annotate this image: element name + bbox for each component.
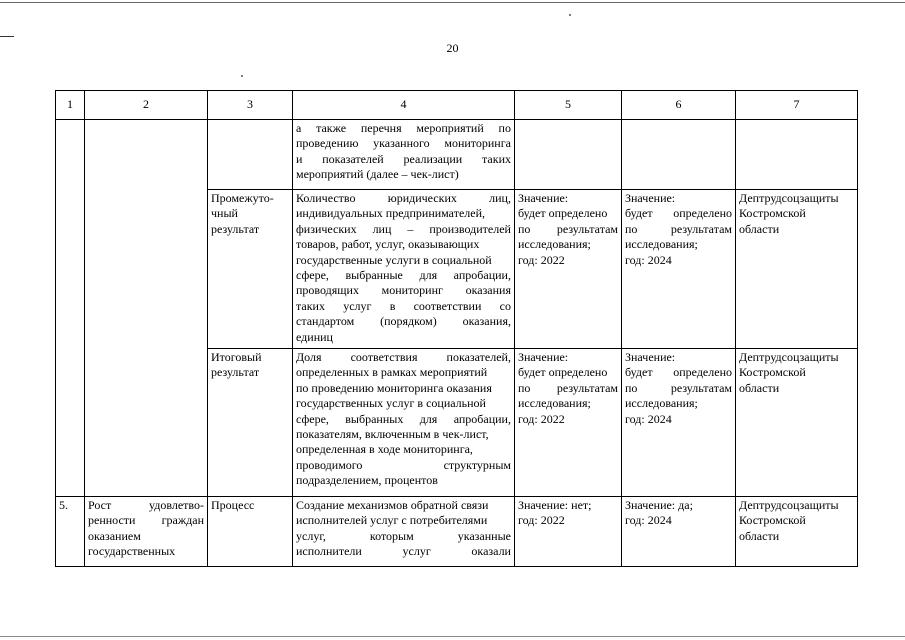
table-row: [56, 497, 858, 567]
cell-result-type: [208, 349, 293, 497]
cell-target-value: [622, 120, 736, 190]
cell-result-type: [208, 190, 293, 349]
cell-target-value: [622, 497, 736, 567]
table-row: [56, 120, 858, 190]
cell-line: физических лиц – производителей: [296, 221, 511, 236]
cell-line: год: 2022: [518, 513, 565, 528]
cell-line: Количество юридических лиц,: [296, 191, 511, 205]
cell-line: мероприятий (далее – чек-лист): [296, 167, 459, 182]
cell-line: Создание механизмов обратной связи: [296, 498, 489, 512]
cell-line: и показателей реализации таких: [296, 151, 511, 166]
cell-line: определенных в рамках мероприятий: [296, 365, 488, 380]
cell-line: проведению указанного мониторинга: [296, 136, 511, 151]
cell-line: Промежуто-: [211, 191, 274, 205]
cell-line: государственных: [88, 544, 176, 559]
cell-line: Дептрудсоцзащиты: [739, 350, 839, 364]
cell-line: по проведению мониторинга оказания: [296, 380, 492, 395]
cell-line: год: 2024: [625, 411, 672, 426]
cell-line: исследования;: [518, 237, 591, 252]
cell-result-type: [208, 120, 293, 190]
cell-goal: [85, 497, 208, 567]
scan-speck: [241, 75, 243, 77]
cell-target-value: [622, 190, 736, 349]
cell-line: Костромской: [739, 206, 806, 221]
cell-line: год: 2024: [625, 513, 672, 528]
cell-line: будет определено: [625, 365, 732, 380]
cell-line: стандартом (порядком) оказания,: [296, 314, 511, 329]
cell-line: Значение:: [518, 350, 569, 364]
cell-line: индивидуальных предпринимателей,: [296, 206, 485, 221]
cell-line: Доля соответствия показателей,: [296, 350, 511, 364]
cell-indicator: [293, 349, 515, 497]
cell-line: проводящих мониторинг оказания: [296, 283, 511, 298]
cell-line: сфере, выбранные для апробации,: [296, 268, 511, 283]
cell-line: Значение: да;: [625, 498, 693, 512]
cell-line: Значение:: [625, 191, 676, 205]
cell-line: исследования;: [518, 396, 591, 411]
cell-responsible: [736, 497, 858, 567]
cell-indicator: [293, 190, 515, 349]
cell-line: ренности граждан: [88, 513, 204, 528]
cell-line: показателям, включенным в чек-лист,: [296, 427, 489, 442]
cell-line: Рост удовлетво-: [88, 498, 204, 512]
cell-line: Значение:: [518, 191, 569, 205]
header-col-4: 4: [293, 91, 515, 120]
cell-target-value: [622, 349, 736, 497]
header-col-6: 6: [622, 91, 736, 120]
cell-result-type: [208, 497, 293, 567]
cell-number: [56, 120, 85, 497]
cell-line: подразделением, процентов: [296, 473, 438, 488]
scan-speck: [569, 14, 571, 16]
header-col-2: 2: [85, 91, 208, 120]
cell-line: таких услуг в соответствии со: [296, 298, 511, 313]
page-number: 20: [446, 41, 459, 55]
cell-line: исследования;: [625, 396, 698, 411]
cell-responsible: [736, 349, 858, 497]
cell-line: Дептрудсоцзащиты: [739, 498, 839, 512]
cell-responsible: [736, 190, 858, 349]
header-col-5: 5: [515, 91, 622, 120]
cell-base-value: [515, 349, 622, 497]
cell-line: будет определено: [518, 365, 608, 380]
cell-line: исследования;: [625, 237, 698, 252]
cell-line: государственные услуги в социальной: [296, 252, 492, 267]
cell-line: результат: [211, 365, 260, 380]
table-header-row: [56, 91, 858, 120]
cell-line: сфере, выбранных для апробации,: [296, 411, 511, 426]
cell-line: год: 2024: [625, 252, 672, 267]
cell-line: Значение: нет;: [518, 498, 592, 512]
cell-line: по результатам: [625, 221, 732, 236]
cell-line: Итоговый: [211, 350, 262, 364]
cell-goal: [85, 120, 208, 497]
cell-line: Процесс: [211, 498, 255, 512]
cell-line: единиц: [296, 329, 333, 344]
cell-line: чный: [211, 206, 238, 221]
header-col-1: 1: [56, 91, 85, 120]
cell-line: области: [739, 221, 780, 236]
cell-line: Дептрудсоцзащиты: [739, 191, 839, 205]
cell-line: исполнители услуг оказали: [296, 544, 511, 559]
header-col-7: 7: [736, 91, 858, 120]
cell-line: Костромской: [739, 513, 806, 528]
cell-line: год: 2022: [518, 252, 565, 267]
scan-mark-left: [0, 36, 14, 37]
cell-line: государственных услуг в социальной: [296, 396, 486, 411]
scan-edge-bottom: [0, 636, 905, 637]
cell-number: 5.: [56, 497, 85, 567]
cell-line: будет определено: [625, 206, 732, 221]
cell-line: будет определено: [518, 206, 608, 221]
cell-line: по результатам: [625, 380, 732, 395]
cell-line: определенная в ходе мониторинга,: [296, 442, 473, 457]
cell-line: Значение:: [625, 350, 676, 364]
cell-line: товаров, работ, услуг, оказывающих: [296, 237, 480, 252]
cell-base-value: [515, 190, 622, 349]
cell-responsible: [736, 120, 858, 190]
cell-line: а также перечня мероприятий по: [296, 121, 511, 135]
cell-line: области: [739, 528, 780, 543]
cell-line: Костромской: [739, 365, 806, 380]
cell-indicator: [293, 497, 515, 567]
cell-line: результат: [211, 221, 260, 236]
cell-indicator: [293, 120, 515, 190]
scan-edge-top: [0, 2, 905, 3]
cell-base-value: [515, 120, 622, 190]
cell-line: услуг, которым указанные: [296, 528, 511, 543]
cell-line: по результатам: [518, 380, 618, 395]
header-col-3: 3: [208, 91, 293, 120]
cell-line: по результатам: [518, 221, 618, 236]
cell-line: исполнителей услуг с потребителями: [296, 513, 488, 528]
cell-line: проводимого структурным: [296, 457, 511, 472]
cell-line: оказанием: [88, 528, 141, 543]
indicators-table: [55, 90, 858, 567]
cell-base-value: [515, 497, 622, 567]
cell-line: год: 2022: [518, 411, 565, 426]
cell-line: области: [739, 380, 780, 395]
